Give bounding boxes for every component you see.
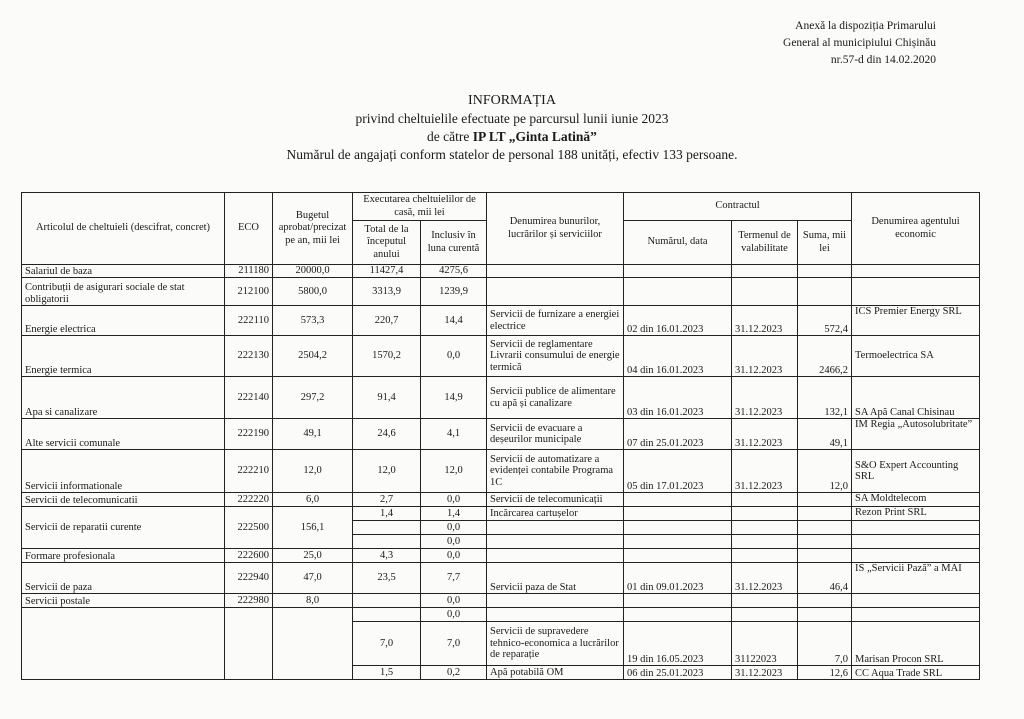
- budget-cell: 49,1: [273, 419, 353, 450]
- heading-entity-prefix: de către: [427, 129, 473, 144]
- month-cell: 7,0: [421, 622, 487, 666]
- agent-cell: IS „Servicii Pază” a MAI: [852, 563, 980, 594]
- table-row: [22, 377, 980, 419]
- table-row: [22, 594, 980, 608]
- month-cell: 14,9: [421, 377, 487, 419]
- contract-term-cell: [732, 549, 798, 563]
- goods-cell: [487, 608, 624, 622]
- total-cell: [353, 608, 421, 622]
- goods-cell: [487, 549, 624, 563]
- contract-sum-cell: 572,4: [798, 306, 852, 336]
- goods-cell: Incărcarea cartușelor: [487, 507, 624, 521]
- month-cell: 0,0: [421, 549, 487, 563]
- total-cell: 3313,9: [353, 278, 421, 306]
- goods-cell: [487, 521, 624, 535]
- header-budget: Bugetul aprobat/precizat pe an, mii lei: [273, 193, 353, 265]
- contract-sum-cell: [798, 265, 852, 278]
- agent-cell: [852, 521, 980, 535]
- article-cell: Apa si canalizare: [22, 377, 225, 419]
- contract-term-cell: 31.12.2023: [732, 563, 798, 594]
- total-cell: 2,7: [353, 493, 421, 507]
- document-heading: [0, 92, 1024, 164]
- month-cell: 14,4: [421, 306, 487, 336]
- contract-sum-cell: 12,6: [798, 666, 852, 680]
- table-row: [22, 450, 980, 493]
- total-cell: 23,5: [353, 563, 421, 594]
- contract-sum-cell: [798, 549, 852, 563]
- contract-number-cell: 07 din 25.01.2023: [624, 419, 732, 450]
- header-contract-sum: Suma, mii lei: [798, 221, 852, 265]
- agent-cell: [852, 608, 980, 622]
- header-agent: Denumirea agentului economic: [852, 193, 980, 265]
- contract-number-cell: [624, 493, 732, 507]
- goods-cell: Servicii de furnizare a energiei electrice: [487, 306, 624, 336]
- contract-sum-cell: 46,4: [798, 563, 852, 594]
- agent-cell: Termoelectrica SA: [852, 336, 980, 377]
- eco-cell: 222210: [225, 450, 273, 493]
- month-cell: 12,0: [421, 450, 487, 493]
- agent-cell: [852, 535, 980, 549]
- table-row: [22, 507, 980, 521]
- contract-number-cell: [624, 265, 732, 278]
- heading-entity-line: [0, 128, 1024, 146]
- table-row: [22, 549, 980, 563]
- eco-cell: 212100: [225, 278, 273, 306]
- contract-number-cell: 05 din 17.01.2023: [624, 450, 732, 493]
- budget-cell: 156,1: [273, 507, 353, 549]
- contract-term-cell: [732, 608, 798, 622]
- month-cell: 0,0: [421, 535, 487, 549]
- contract-number-cell: [624, 521, 732, 535]
- budget-cell: 25,0: [273, 549, 353, 563]
- article-cell: Alte servicii comunale: [22, 419, 225, 450]
- contract-number-cell: 01 din 09.01.2023: [624, 563, 732, 594]
- table-row: [22, 278, 980, 306]
- eco-cell: 222980: [225, 594, 273, 608]
- total-cell: 1,5: [353, 666, 421, 680]
- agent-cell: [852, 265, 980, 278]
- total-cell: 1570,2: [353, 336, 421, 377]
- article-cell: Energie termica: [22, 336, 225, 377]
- contract-sum-cell: [798, 278, 852, 306]
- header-exec-month: Inclusiv în luna curentă: [421, 221, 487, 265]
- table-row: [22, 493, 980, 507]
- total-cell: 4,3: [353, 549, 421, 563]
- budget-cell: 2504,2: [273, 336, 353, 377]
- month-cell: 1,4: [421, 507, 487, 521]
- contract-number-cell: 03 din 16.01.2023: [624, 377, 732, 419]
- header-contract: Contractul: [624, 193, 852, 221]
- header-eco: ECO: [225, 193, 273, 265]
- month-cell: 1239,9: [421, 278, 487, 306]
- contract-number-cell: 02 din 16.01.2023: [624, 306, 732, 336]
- budget-cell: 5800,0: [273, 278, 353, 306]
- budget-cell: 573,3: [273, 306, 353, 336]
- article-cell: Salariul de baza: [22, 265, 225, 278]
- total-cell: 91,4: [353, 377, 421, 419]
- contract-term-cell: 31.12.2023: [732, 450, 798, 493]
- contract-term-cell: 31122023: [732, 622, 798, 666]
- month-cell: 7,7: [421, 563, 487, 594]
- article-cell: [22, 608, 225, 680]
- contract-number-cell: [624, 507, 732, 521]
- month-cell: 0,2: [421, 666, 487, 680]
- annex-line-2: General al municipiului Chișinău: [783, 37, 936, 49]
- article-cell: Energie electrica: [22, 306, 225, 336]
- month-cell: 0,0: [421, 493, 487, 507]
- goods-cell: Servicii de reglamentare Livrarii consumului de energie termică: [487, 336, 624, 377]
- annex-line-1: Anexă la dispoziția Primarului: [795, 20, 936, 32]
- contract-term-cell: 31.12.2023: [732, 336, 798, 377]
- contract-term-cell: [732, 521, 798, 535]
- agent-cell: S&O Expert Accounting SRL: [852, 450, 980, 493]
- eco-cell: 222110: [225, 306, 273, 336]
- header-contract-number: Numărul, data: [624, 221, 732, 265]
- header-execution: Executarea cheltuielilor de casă, mii lei: [353, 193, 487, 221]
- annex-note: [716, 18, 936, 69]
- expenses-table: [21, 192, 980, 680]
- month-cell: 0,0: [421, 594, 487, 608]
- contract-sum-cell: [798, 594, 852, 608]
- header-goods: Denumirea bunurilor, lucrărilor și serviciilor: [487, 193, 624, 265]
- agent-cell: SA Apă Canal Chisinau: [852, 377, 980, 419]
- contract-sum-cell: 132,1: [798, 377, 852, 419]
- document-title: INFORMAȚIA: [468, 93, 556, 108]
- contract-sum-cell: 49,1: [798, 419, 852, 450]
- header-contract-term: Termenul de valabilitate: [732, 221, 798, 265]
- goods-cell: [487, 278, 624, 306]
- eco-cell: 222220: [225, 493, 273, 507]
- eco-cell: 222130: [225, 336, 273, 377]
- contract-term-cell: 31.12.2023: [732, 306, 798, 336]
- contract-term-cell: 31.12.2023: [732, 419, 798, 450]
- month-cell: 0,0: [421, 336, 487, 377]
- agent-cell: Rezon Print SRL: [852, 507, 980, 521]
- table-row: [22, 336, 980, 377]
- article-cell: Contribuții de asigurari sociale de stat obligatorii: [22, 278, 225, 306]
- contract-term-cell: [732, 493, 798, 507]
- total-cell: [353, 535, 421, 549]
- contract-sum-cell: [798, 493, 852, 507]
- article-cell: Servicii de telecomunicatii: [22, 493, 225, 507]
- contract-sum-cell: 12,0: [798, 450, 852, 493]
- month-cell: 0,0: [421, 608, 487, 622]
- budget-cell: 6,0: [273, 493, 353, 507]
- contract-term-cell: 31.12.2023: [732, 377, 798, 419]
- budget-cell: 297,2: [273, 377, 353, 419]
- budget-cell: [273, 608, 353, 680]
- contract-sum-cell: [798, 521, 852, 535]
- contract-term-cell: [732, 594, 798, 608]
- contract-number-cell: 19 din 16.05.2023: [624, 622, 732, 666]
- annex-line-3: nr.57-d din 14.02.2020: [830, 54, 936, 66]
- total-cell: 7,0: [353, 622, 421, 666]
- contract-sum-cell: 2466,2: [798, 336, 852, 377]
- total-cell: 11427,4: [353, 265, 421, 278]
- total-cell: [353, 594, 421, 608]
- goods-cell: Apă potabilă OM: [487, 666, 624, 680]
- contract-term-cell: [732, 535, 798, 549]
- agent-cell: IM Regia „Autosolubritate”: [852, 419, 980, 450]
- total-cell: 24,6: [353, 419, 421, 450]
- goods-cell: [487, 594, 624, 608]
- goods-cell: Servicii paza de Stat: [487, 563, 624, 594]
- contract-sum-cell: [798, 608, 852, 622]
- agent-cell: CC Aqua Trade SRL: [852, 666, 980, 680]
- article-cell: Servicii postale: [22, 594, 225, 608]
- agent-cell: Marisan Procon SRL: [852, 622, 980, 666]
- goods-cell: Servicii publice de alimentare cu apă și canalizare: [487, 377, 624, 419]
- contract-term-cell: [732, 507, 798, 521]
- eco-cell: 222190: [225, 419, 273, 450]
- month-cell: 0,0: [421, 521, 487, 535]
- agent-cell: [852, 278, 980, 306]
- contract-number-cell: [624, 608, 732, 622]
- contract-number-cell: 04 din 16.01.2023: [624, 336, 732, 377]
- goods-cell: [487, 265, 624, 278]
- budget-cell: 8,0: [273, 594, 353, 608]
- article-cell: Servicii informationale: [22, 450, 225, 493]
- month-cell: 4,1: [421, 419, 487, 450]
- table-row: [22, 306, 980, 336]
- eco-cell: 222600: [225, 549, 273, 563]
- contract-term-cell: 31.12.2023: [732, 666, 798, 680]
- goods-cell: Servicii de supravedere tehnico-economica a lucrărilor de reparație: [487, 622, 624, 666]
- eco-cell: 222500: [225, 507, 273, 549]
- article-cell: Servicii de reparatii curente: [22, 507, 225, 549]
- contract-number-cell: 06 din 25.01.2023: [624, 666, 732, 680]
- contract-number-cell: [624, 535, 732, 549]
- agent-cell: [852, 549, 980, 563]
- contract-term-cell: [732, 278, 798, 306]
- agent-cell: SA Moldtelecom: [852, 493, 980, 507]
- table-row: [22, 563, 980, 594]
- total-cell: 12,0: [353, 450, 421, 493]
- contract-number-cell: [624, 594, 732, 608]
- eco-cell: 211180: [225, 265, 273, 278]
- header-exec-total: Total de la începutul anului: [353, 221, 421, 265]
- total-cell: 1,4: [353, 507, 421, 521]
- contract-sum-cell: [798, 507, 852, 521]
- table-row: [22, 265, 980, 278]
- heading-entity-name: IP LT „Ginta Latină”: [472, 129, 597, 144]
- eco-cell: 222940: [225, 563, 273, 594]
- table-row: [22, 608, 980, 622]
- header-article: Articolul de cheltuieli (descifrat, concret): [22, 193, 225, 265]
- contract-number-cell: [624, 549, 732, 563]
- contract-number-cell: [624, 278, 732, 306]
- agent-cell: ICS Premier Energy SRL: [852, 306, 980, 336]
- heading-staff-line: Numărul de angajați conform statelor de personal 188 unități, efectiv 133 persoane.: [286, 147, 738, 162]
- heading-subtitle: privind cheltuielile efectuate pe parcursul lunii iunie 2023: [355, 111, 669, 126]
- article-cell: Formare profesionala: [22, 549, 225, 563]
- goods-cell: Servicii de evacuare a deșeurilor municipale: [487, 419, 624, 450]
- contract-sum-cell: [798, 535, 852, 549]
- eco-cell: [225, 608, 273, 680]
- budget-cell: 20000,0: [273, 265, 353, 278]
- month-cell: 4275,6: [421, 265, 487, 278]
- total-cell: 220,7: [353, 306, 421, 336]
- goods-cell: [487, 535, 624, 549]
- table-row: [22, 419, 980, 450]
- contract-term-cell: [732, 265, 798, 278]
- eco-cell: 222140: [225, 377, 273, 419]
- budget-cell: 12,0: [273, 450, 353, 493]
- contract-sum-cell: 7,0: [798, 622, 852, 666]
- article-cell: Servicii de paza: [22, 563, 225, 594]
- goods-cell: Servicii de telecomunicații: [487, 493, 624, 507]
- goods-cell: Servicii de automatizare a evidenței contabile Programa 1C: [487, 450, 624, 493]
- budget-cell: 47,0: [273, 563, 353, 594]
- agent-cell: [852, 594, 980, 608]
- total-cell: [353, 521, 421, 535]
